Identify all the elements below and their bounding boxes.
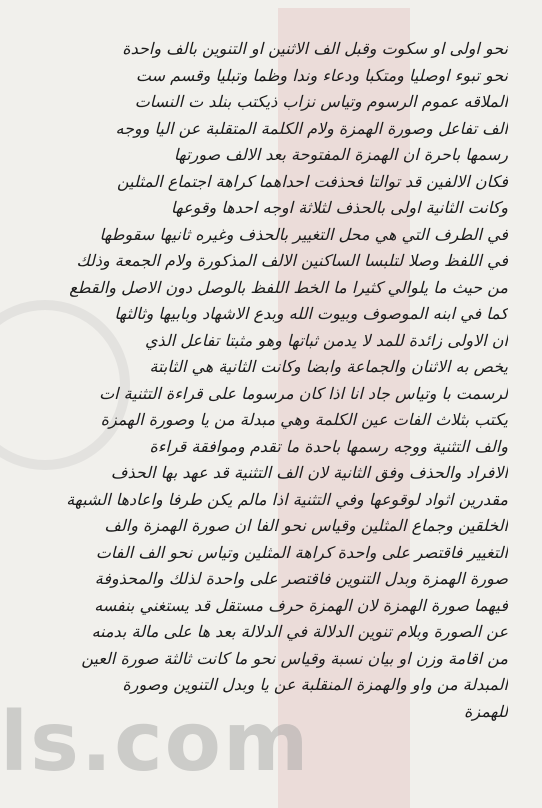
- manuscript-line: وكانت الثانية اولى بالحذف لثلاثة اوجه احدها وقوعها: [170, 198, 508, 217]
- manuscript-line: نحو اولى او سكوت وقبل الف الاثنين او التنوين بالف واحدة: [122, 39, 508, 58]
- manuscript-line: من اقامة وزن او بيان نسبة وقياس نحو ما كانت ثالثة صورة العين: [81, 648, 508, 668]
- manuscript-line: الملاقه عموم الرسوم وتياس نزاب ذيكتب بنلد ت النسات: [134, 92, 508, 111]
- manuscript-line: الخلقين وجماع المثلين وقياس نحو الفا ان صورة الهمزة والف: [104, 516, 508, 535]
- manuscript-line: فيهما صورة الهمزة لان الهمزة حرف مستقل قد يستغني بنفسه: [94, 595, 508, 615]
- manuscript-line: فكان الالفين قد توالتا فحذفت احداهما كراهة اجتماع المثلين: [116, 171, 508, 191]
- manuscript-line: صورة الهمزة وبدل التنوين فاقتصر على واحدة لذلك والمحذوفة: [94, 569, 508, 588]
- watermark-text: ls.com: [0, 695, 311, 790]
- manuscript-line: للهمزة: [463, 701, 508, 721]
- manuscript-line: رسمها باحرة ان الهمزة المفتوحة بعد الالف صورتها: [173, 145, 508, 164]
- manuscript-line: كما في ابنه الموصوف وبيوت الله وبدع الاشهاد وبابيها وثالثها: [114, 304, 508, 323]
- manuscript-line: ان الاولى زائدة للمد لا يدمن ثباتها وهو مثبتا تفاعل الذي: [144, 330, 508, 350]
- manuscript-line: في اللفظ وصلا لتلبسا الساكنين الالف المذكورة ولام الجمعة وذلك: [76, 251, 508, 270]
- manuscript-line: التغيير فاقتصر على واحدة كراهة المثلين وتياس نحو الف الفات: [95, 542, 508, 562]
- manuscript-line: نحو تبوء اوصليا ومتكبا ودعاء وندا وظما وتبليا وقسم ست: [135, 65, 508, 85]
- manuscript-line: يخص به الاثنان والجماعة وابضا وكانت الثانية هي الثابتة: [149, 357, 508, 376]
- manuscript-line: عن الصورة وبلام تنوين الدلالة في الدلالة بعد ها على مالة بدمنه: [91, 622, 508, 641]
- manuscript-line: لرسمت با وتياس جاد انا اذا كان مرسوما على قراءة التثنية ات: [99, 383, 508, 403]
- manuscript-line: الافراد والحذف وفق الثانية لان الف التثنية قد عهد بها الحذف: [110, 463, 508, 482]
- manuscript-line: مقدرين اثواد لوقوعها وفي التثنية اذا مالم يكن طرفا واعادها الشبهة: [66, 489, 508, 509]
- manuscript-text-block: [38, 36, 508, 725]
- manuscript-line: المبدلة من واو والهمزة المنقلبة عن يا وبدل التنوين وصورة: [122, 675, 508, 694]
- manuscript-line: الف تفاعل وصورة الهمزة ولام الكلمة المتقلبة عن اليا ووجه: [115, 118, 508, 138]
- manuscript-line: من حيث ما يلوالي كثيرا ما الخط اللفظ بالوصل دون الاصل والقطع: [69, 277, 508, 297]
- manuscript-line: يكتب بثلاث الفات عين الكلمة وهي مبدلة من يا وصورة الهمزة: [100, 410, 508, 429]
- manuscript-line: في الطرف التي هي محل التغيير بالحذف وغيره ثانيها سقوطها: [99, 224, 508, 244]
- manuscript-line: والف التثنية ووجه رسمها باحدة ما تقدم وموافقة قراءة: [149, 436, 508, 456]
